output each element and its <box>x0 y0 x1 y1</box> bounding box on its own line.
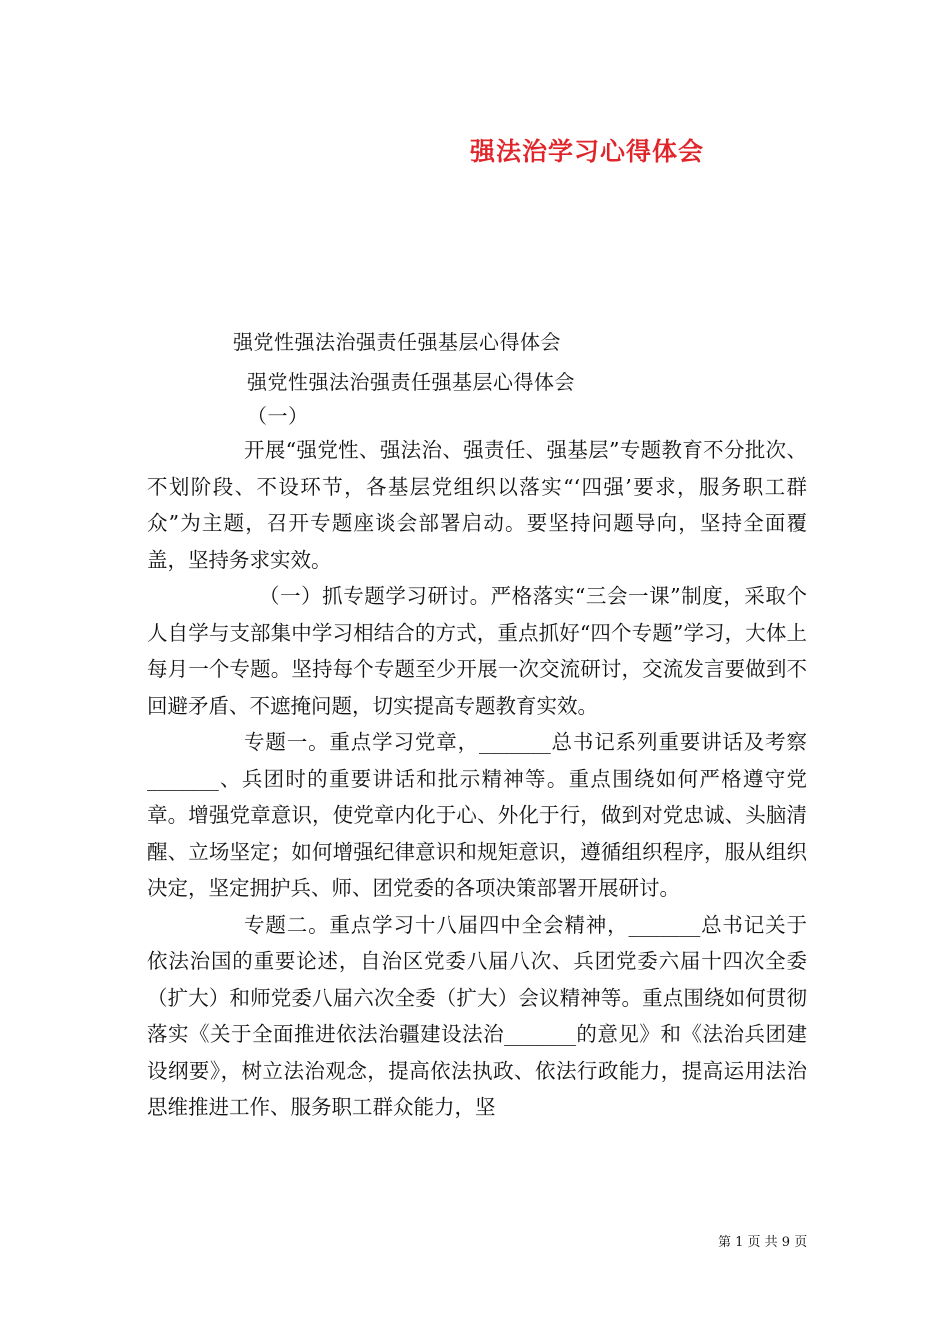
page-number: 第 1 页 共 9 页 <box>718 1235 808 1250</box>
document-body <box>147 432 807 1126</box>
body-paragraph: 开展“强党性、强法治、强责任、强基层”专题教育不分批次、不划阶段、不设环节，各基层党组织以落实“‘四强’要求，服务职工群众”为主题，召开专题座谈会部署启动。要坚持问题导向，坚持全面覆盖，坚持务求实效。 <box>147 438 807 572</box>
document-title: 强法治学习心得体会 <box>470 137 705 166</box>
subtitle-line-1: 强党性强法治强责任强基层心得体会 <box>233 330 561 354</box>
body-paragraph: 专题二。重点学习十八届四中全会精神，_______总书记关于依法治国的重要论述，自治区党委八届八次、兵团党委六届十四次全委（扩大）和师党委八届六次全委（扩大）会议精神等。重点围绕如何贯彻落实《关于全面推进依法治疆建设法治_______的意见》和《法治兵团建设纲要》，树立法治观念，提高依法执政、依法行政能力，提高运用法治思维推进工作、服务职工群众能力，坚 <box>147 912 807 1119</box>
subtitle-line-2: 强党性强法治强责任强基层心得体会 <box>247 370 575 394</box>
body-paragraph: （一）抓专题学习研讨。严格落实“三会一课”制度，采取个人自学与支部集中学习相结合的方式，重点抓好“四个专题”学习，大体上每月一个专题。坚持每个专题至少开展一次交流研讨，交流发言要做到不回避矛盾、不遮掩问题，切实提高专题教育实效。 <box>147 584 807 718</box>
body-paragraph: 专题一。重点学习党章，_______总书记系列重要讲话及考察_______、兵团时的重要讲话和批示精神等。重点围绕如何严格遵守党章。增强党章意识，使党章内化于心、外化于行，做到对党忠诚、头脑清醒、立场坚定；如何增强纪律意识和规矩意识，遵循组织程序，服从组织决定，坚定拥护兵、师、团党委的各项决策部署开展研讨。 <box>147 730 807 900</box>
section-number: （一） <box>247 404 309 428</box>
